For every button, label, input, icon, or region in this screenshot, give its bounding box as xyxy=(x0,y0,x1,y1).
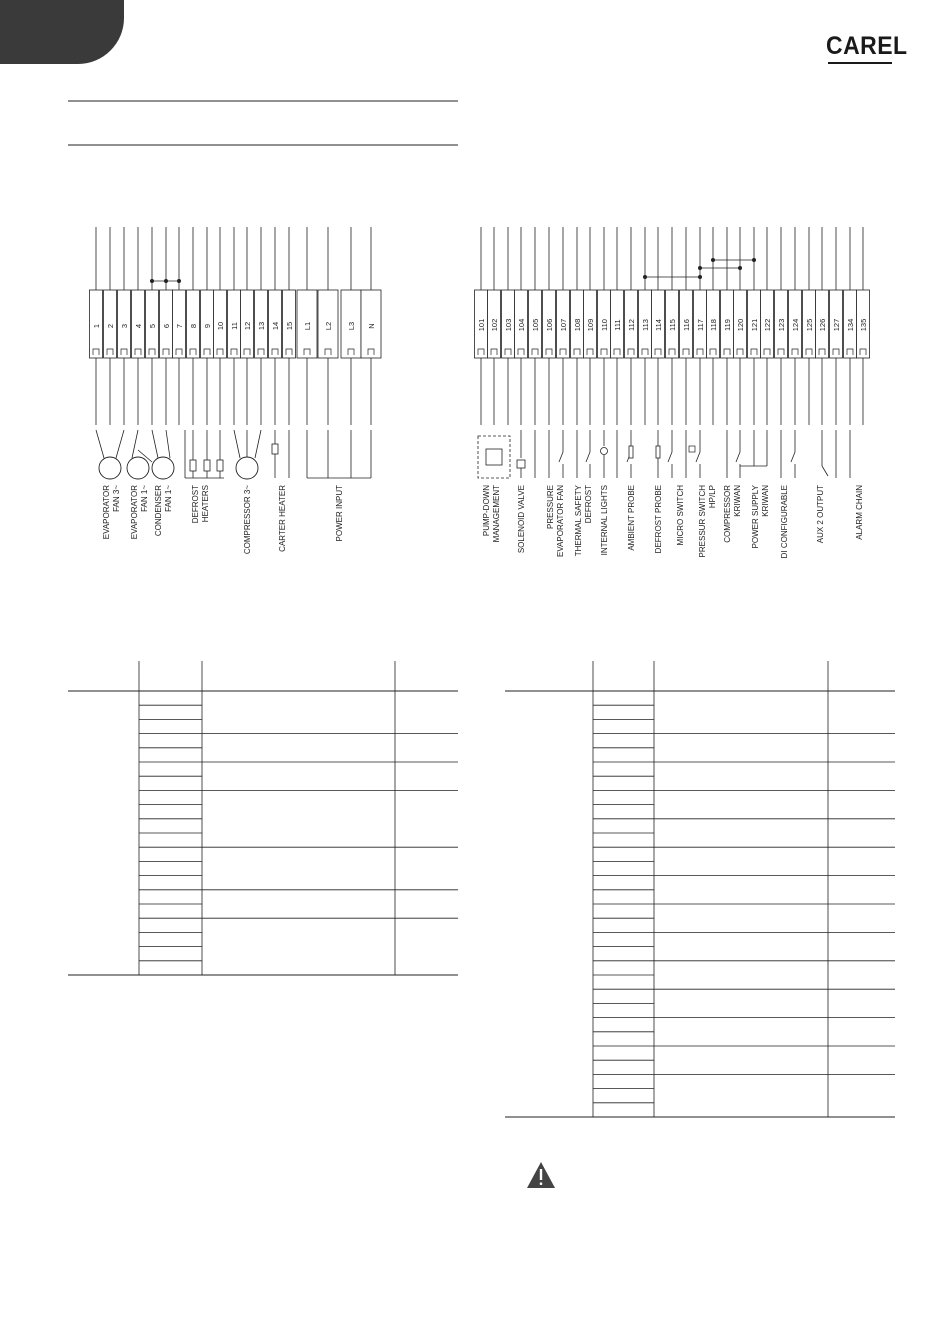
diagram-label-defrost-heaters: DEFROST xyxy=(191,485,200,524)
terminal-number: 8 xyxy=(189,323,198,329)
warning-icon xyxy=(527,1162,555,1188)
terminal-number: 11 xyxy=(230,322,239,330)
terminal-number: 104 xyxy=(517,318,526,332)
diagram-label-thermal-safety-defrost: DEFROST xyxy=(584,485,593,524)
section-rules xyxy=(68,101,458,145)
bridge-dot xyxy=(698,266,702,270)
left-terminal-table xyxy=(68,661,458,975)
switch-contact xyxy=(696,452,700,462)
diagram-label-pump-down-management: MANAGEMENT xyxy=(492,485,501,543)
right-terminal-table xyxy=(505,661,895,1117)
bridge-dot xyxy=(164,279,168,283)
wire xyxy=(96,430,104,458)
terminal-number: 101 xyxy=(477,318,486,332)
terminal-number: 112 xyxy=(627,319,636,331)
diagram-label-thermal-safety-defrost: THERMAL SAFETY xyxy=(574,485,583,557)
lamp-icon xyxy=(601,448,608,455)
terminal-number: 14 xyxy=(271,321,280,331)
wire xyxy=(166,430,170,458)
terminal-number: 121 xyxy=(750,318,759,332)
bridge-dot xyxy=(698,275,702,279)
terminal-number: 117 xyxy=(696,319,705,331)
terminal-number: 119 xyxy=(723,319,732,331)
terminal-number: 113 xyxy=(641,319,650,331)
diagram-label-power-input: POWER INPUT xyxy=(335,485,344,542)
terminal-number: N xyxy=(367,323,376,329)
probe-sensor xyxy=(629,446,633,458)
diagram-label-pressure-switch-hp-lp: HP/LP xyxy=(708,485,717,509)
terminal-number: 116 xyxy=(682,319,691,331)
diagram-label-pump-down-management: PUMP-DOWN xyxy=(482,485,491,537)
diagram-label-carter-heater: CARTER HEATER xyxy=(278,485,287,552)
right-wiring-diagram xyxy=(475,227,870,558)
terminal-number: 12 xyxy=(243,321,252,331)
terminal-number: 115 xyxy=(668,319,677,331)
terminal-number: 9 xyxy=(203,323,212,329)
diagram-label-ambient-probe: AMBIENT PROBE xyxy=(627,485,636,551)
heater-resistor xyxy=(217,460,223,471)
pump-down-module xyxy=(486,449,502,465)
terminal-number: 10 xyxy=(216,321,225,331)
heater-resistor xyxy=(204,460,210,471)
diagram-label-compressor-kriwan: KRIWAN xyxy=(733,485,742,517)
evaporator-fan-1-motor xyxy=(127,457,149,479)
diagram-label-power-supply-kriwan: POWER SUPPLY xyxy=(751,485,760,549)
terminal-number: 106 xyxy=(545,318,554,332)
diagram-label-alarm-chain: ALARM CHAIN xyxy=(855,485,864,540)
diagram-label-di-configurable: DI CONFIGURABLE xyxy=(780,485,789,559)
terminal-number: 7 xyxy=(175,323,184,329)
bridge-dot xyxy=(711,258,715,262)
diagram-label-evaporator-fan-3: FAN 3~ xyxy=(112,485,121,512)
diagram-label-condenser-fan-1: CONDENSER xyxy=(154,485,163,537)
diagram-label-evaporator-fan-1: FAN 1~ xyxy=(140,485,149,512)
bridge-dot xyxy=(177,279,181,283)
terminal-number: 2 xyxy=(106,323,115,329)
terminal-number: 102 xyxy=(490,318,499,332)
terminal-number: 4 xyxy=(134,323,143,329)
terminal-number: 123 xyxy=(777,318,786,332)
terminal-number: 1 xyxy=(92,323,101,329)
terminal-number: 127 xyxy=(832,318,841,332)
wire xyxy=(234,430,240,458)
switch-contact xyxy=(668,452,672,462)
terminal-number: L3 xyxy=(347,321,356,331)
solenoid-coil xyxy=(517,460,525,468)
terminal-number: 15 xyxy=(285,321,294,331)
terminal-number: 120 xyxy=(736,318,745,332)
terminal-number: 118 xyxy=(709,319,718,331)
diagram-label-compressor-kriwan: COMPRESSOR xyxy=(723,485,732,543)
condenser-fan-1-motor xyxy=(152,457,174,479)
heater-resistor xyxy=(190,460,196,471)
pressure-switch-box xyxy=(689,446,695,452)
diagram-label-aux-2-output: AUX 2 OUTPUT xyxy=(816,485,825,544)
diagram-label-pressure-evaporator-fan: EVAPORATOR FAN xyxy=(556,485,565,558)
terminal-number: 125 xyxy=(805,318,814,332)
probe-sensor xyxy=(656,446,660,458)
terminal-number: 134 xyxy=(846,318,855,332)
switch-contact xyxy=(791,452,795,462)
switch-contact xyxy=(586,452,590,462)
pump-down-box xyxy=(478,436,510,478)
diagram-label-defrost-heaters: HEATERS xyxy=(201,485,210,523)
diagram-label-pressure-evaporator-fan: PRESSURE xyxy=(546,485,555,530)
terminal-number: 103 xyxy=(504,318,513,332)
diagram-label-solenoid-valve: SOLENOID VALVE xyxy=(517,485,526,554)
diagram-label-condenser-fan-1: FAN 1~ xyxy=(164,485,173,512)
left-wiring-diagram xyxy=(90,227,382,554)
wire xyxy=(132,430,138,458)
wire xyxy=(116,430,124,458)
compressor-motor xyxy=(236,457,258,479)
terminal-number: L1 xyxy=(303,321,312,331)
diagram-label-evaporator-fan-3: EVAPORATOR xyxy=(102,485,111,540)
relay-contact xyxy=(822,466,828,476)
terminal-number: 108 xyxy=(573,318,582,332)
terminal-number: 135 xyxy=(859,318,868,332)
diagram-label-internal-lights: INTERNAL LIGHTS xyxy=(600,485,609,556)
terminal-number: 109 xyxy=(586,318,595,332)
terminal-number: 111 xyxy=(613,319,622,331)
diagram-label-power-supply-kriwan: KRIWAN xyxy=(761,485,770,517)
terminal-number: 110 xyxy=(600,319,609,331)
diagram-label-defrost-probe: DEFROST PROBE xyxy=(654,485,663,554)
bridge-dot xyxy=(150,279,154,283)
carel-logo: CAREL xyxy=(826,32,908,60)
terminal-number: 3 xyxy=(120,323,129,329)
terminal-number: 122 xyxy=(763,318,772,332)
diagram-label-pressure-switch-hp-lp: PRESSUR SWITCH xyxy=(698,485,707,558)
bridge-dot xyxy=(752,258,756,262)
terminal-number: 105 xyxy=(531,318,540,332)
terminal-number: L2 xyxy=(324,321,333,331)
switch-contact xyxy=(736,452,740,462)
wire xyxy=(152,430,158,458)
terminal-number: 124 xyxy=(791,318,800,332)
terminal-number: 5 xyxy=(148,323,157,329)
diagram-label-evaporator-fan-1: EVAPORATOR xyxy=(130,485,139,540)
switch-contact xyxy=(559,452,563,462)
terminal-number: 13 xyxy=(257,321,266,331)
terminal-number: 114 xyxy=(654,319,663,331)
terminal-number: 126 xyxy=(818,318,827,332)
bridge-dot xyxy=(643,275,647,279)
carter-heater-resistor xyxy=(272,444,278,454)
terminal-number: 107 xyxy=(559,318,568,332)
bridge-dot xyxy=(738,266,742,270)
diagram-label-compressor-3: COMPRESSOR 3~ xyxy=(243,485,252,555)
wire xyxy=(255,430,261,458)
terminal-number: 6 xyxy=(162,323,171,329)
diagram-label-micro-switch: MICRO SWITCH xyxy=(676,485,685,546)
evaporator-fan-3-motor xyxy=(99,457,121,479)
